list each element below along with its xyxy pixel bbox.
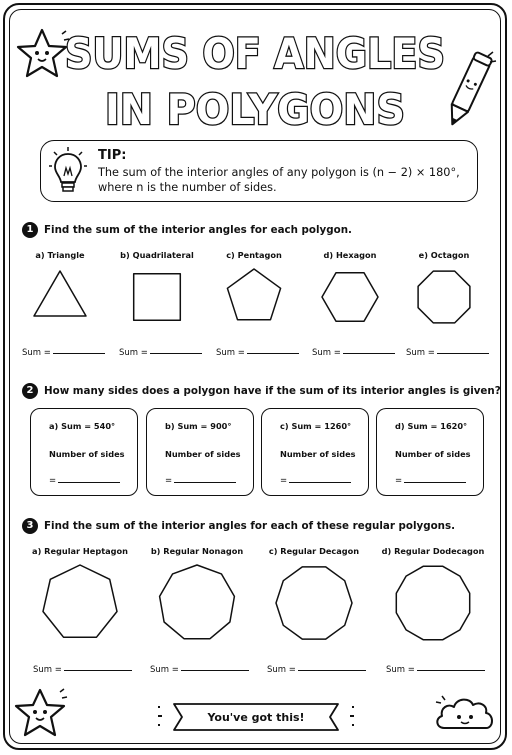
answer-line[interactable] <box>150 353 202 354</box>
tip-label: TIP: <box>98 148 127 163</box>
star-icon <box>10 686 70 742</box>
polygon-label: a) Triangle <box>35 250 85 260</box>
polygon-label: d) Regular Dodecagon <box>381 546 485 556</box>
equals-sign: = <box>395 476 403 486</box>
question-2-text: How many sides does a polygon have if the sum of its interior angles is given? <box>44 385 501 397</box>
polygon-shape <box>412 265 476 329</box>
polygon-label: e) Octagon <box>418 250 470 260</box>
polygon-shape <box>155 561 239 645</box>
answer-box <box>30 408 138 496</box>
polygon-label: b) Regular Nonagon <box>150 546 244 556</box>
answer-line[interactable] <box>247 353 299 354</box>
polygon-label: a) Regular Heptagon <box>32 546 128 556</box>
cloud-icon <box>432 686 498 740</box>
sides-answer <box>280 477 351 487</box>
question-3-number: 3 <box>22 518 38 534</box>
answer-line[interactable] <box>53 353 105 354</box>
polygon-shape <box>120 260 194 334</box>
polygon-shape <box>391 561 475 645</box>
answer-line[interactable] <box>181 670 249 671</box>
given-sum: d) Sum = 1620° <box>395 421 468 431</box>
sum-label: Sum = <box>386 665 415 675</box>
answer-line[interactable] <box>64 670 132 671</box>
question-1-number: 1 <box>22 222 38 238</box>
banner-text: You've got this! <box>207 711 305 724</box>
sum-answer <box>119 348 202 358</box>
answer-box <box>376 408 484 496</box>
title-line-1: SUMS OF ANGLES <box>65 29 445 78</box>
answer-line[interactable] <box>343 353 395 354</box>
polygon-shape <box>222 265 286 329</box>
answer-line[interactable] <box>417 670 485 671</box>
sides-answer <box>395 477 466 487</box>
sum-label: Sum = <box>216 348 245 358</box>
sum-answer <box>216 348 299 358</box>
sum-label: Sum = <box>119 348 148 358</box>
answer-box <box>261 408 369 496</box>
title-line-2: IN POLYGONS <box>105 85 405 134</box>
sum-label: Sum = <box>33 665 62 675</box>
sum-label: Sum = <box>22 348 51 358</box>
polygon-shape <box>26 267 94 335</box>
sides-label: Number of sides <box>165 449 241 459</box>
polygon-shape <box>272 561 356 645</box>
question-1-text: Find the sum of the interior angles for each polygon. <box>44 224 352 236</box>
answer-line[interactable] <box>289 482 351 483</box>
sum-label: Sum = <box>267 665 296 675</box>
equals-sign: = <box>165 476 173 486</box>
question-2-number: 2 <box>22 383 38 399</box>
polygon-label: c) Pentagon <box>226 250 282 260</box>
given-sum: c) Sum = 1260° <box>280 421 352 431</box>
sides-label: Number of sides <box>49 449 125 459</box>
sum-label: Sum = <box>150 665 179 675</box>
question-3-text: Find the sum of the interior angles for each of these regular polygons. <box>44 520 456 532</box>
polygon-shape <box>38 561 122 645</box>
sum-answer <box>312 348 395 358</box>
sum-label: Sum = <box>406 348 435 358</box>
tip-text: The sum of the interior angles of any polygon is (n − 2) × 180°, where n is the number of sides. <box>98 166 460 194</box>
polygon-shape <box>318 265 382 329</box>
sum-answer <box>386 665 485 675</box>
sum-answer <box>406 348 489 358</box>
sum-label: Sum = <box>312 348 341 358</box>
given-sum: a) Sum = 540° <box>49 421 116 431</box>
answer-line[interactable] <box>404 482 466 483</box>
answer-box <box>146 408 254 496</box>
sum-answer <box>267 665 366 675</box>
equals-sign: = <box>280 476 288 486</box>
polygon-label: d) Hexagon <box>323 250 377 260</box>
answer-line[interactable] <box>437 353 489 354</box>
sides-answer <box>49 477 120 487</box>
equals-sign: = <box>49 476 57 486</box>
lightbulb-icon <box>48 146 88 196</box>
polygon-label: c) Regular Decagon <box>268 546 360 556</box>
answer-line[interactable] <box>298 670 366 671</box>
sum-answer <box>150 665 249 675</box>
sides-answer <box>165 477 236 487</box>
sum-answer <box>22 348 105 358</box>
sides-label: Number of sides <box>395 449 471 459</box>
given-sum: b) Sum = 900° <box>165 421 232 431</box>
polygon-label: b) Quadrilateral <box>120 250 194 260</box>
sides-label: Number of sides <box>280 449 356 459</box>
page-title <box>60 26 450 136</box>
sum-answer <box>33 665 132 675</box>
answer-line[interactable] <box>58 482 120 483</box>
pencil-icon <box>438 48 498 138</box>
answer-line[interactable] <box>174 482 236 483</box>
